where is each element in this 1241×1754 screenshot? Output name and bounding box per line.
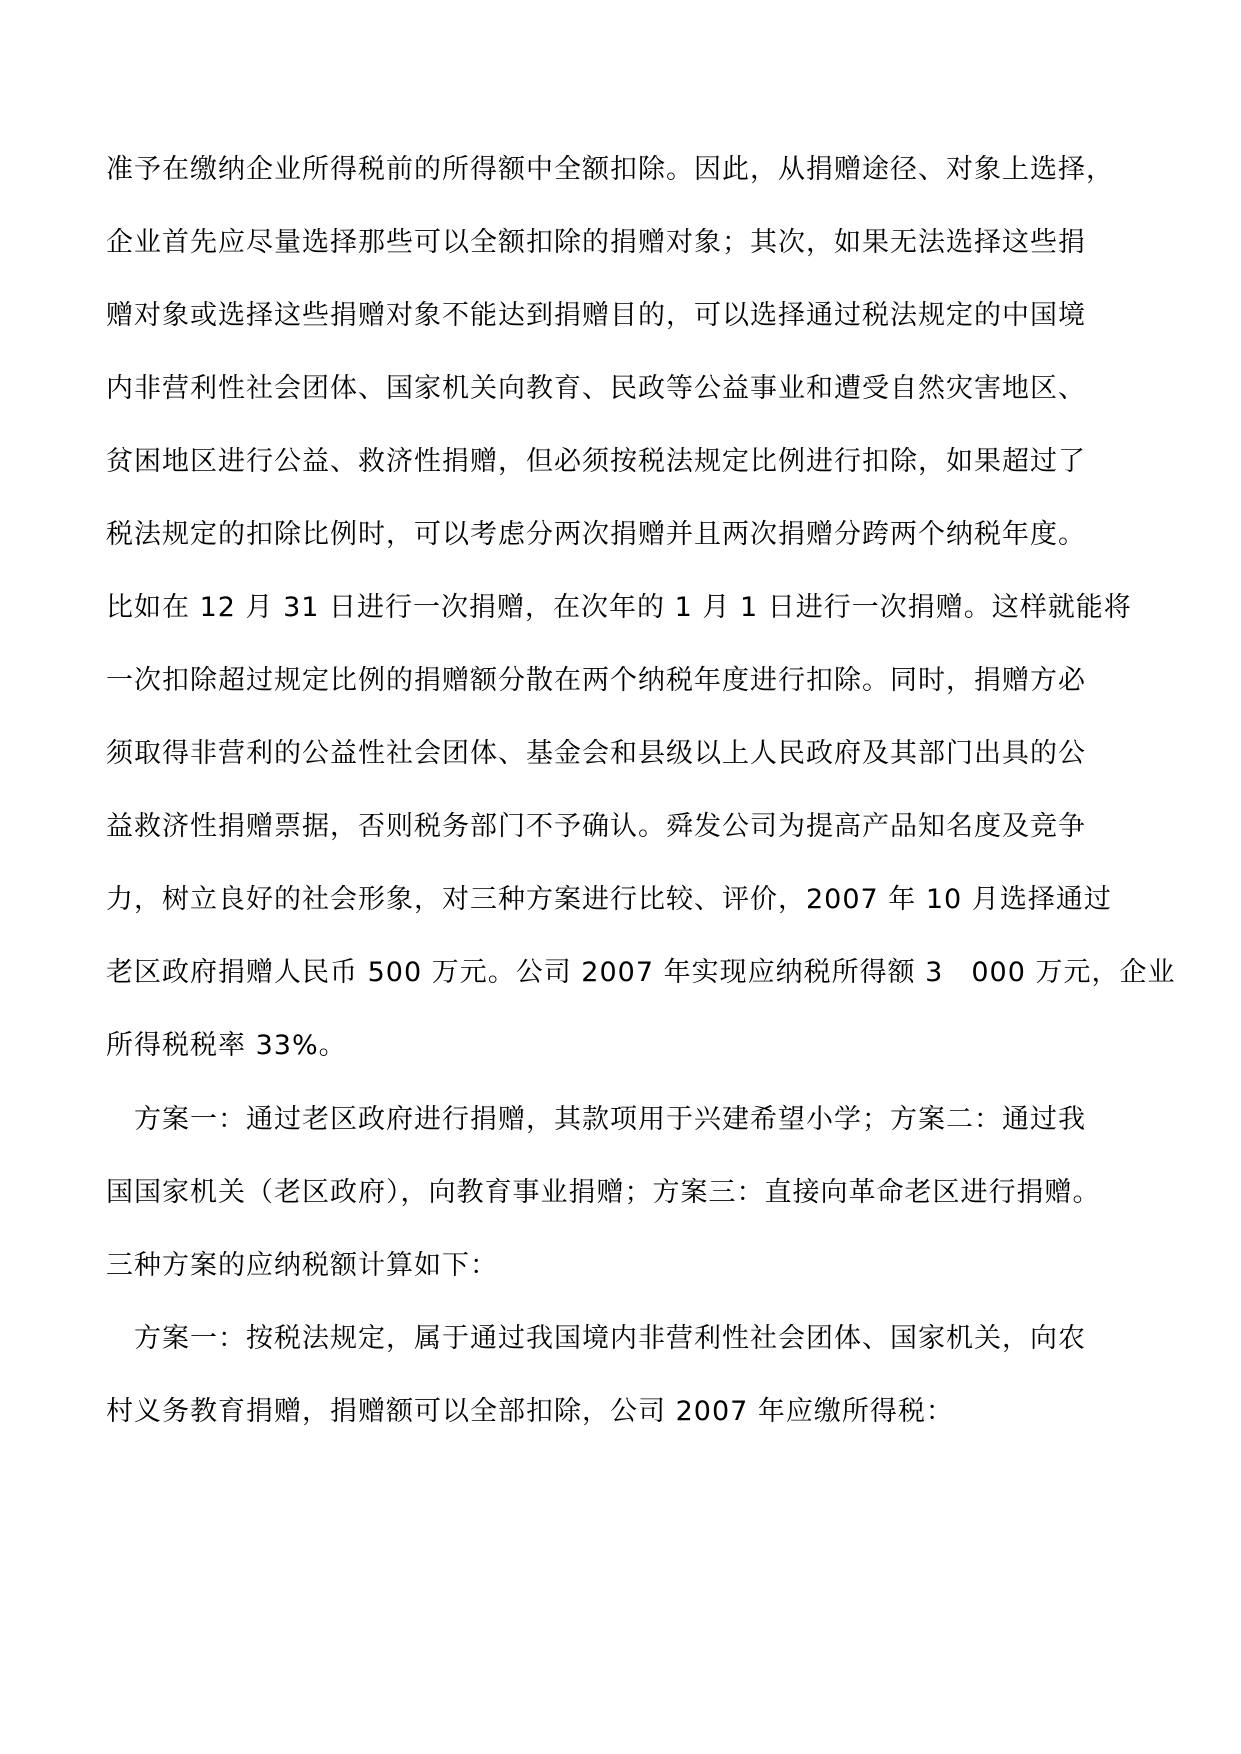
body-text-line: 方案一：按税法规定，属于通过我国境内非营利性社会团体、国家机关，向农: [106, 1323, 1086, 1354]
body-text-line: 村义务教育捐赠，捐赠额可以全部扣除，公司 2007 年应缴所得税：: [106, 1396, 954, 1427]
body-text-line: 内非营利性社会团体、国家机关向教育、民政等公益事业和遭受自然灾害地区、: [106, 373, 1086, 404]
body-text-line: 益救济性捐赠票据，否则税务部门不予确认。舜发公司为提高产品知名度及竞争: [106, 811, 1086, 842]
body-text-line: 赠对象或选择这些捐赠对象不能达到捐赠目的，可以选择通过税法规定的中国境: [106, 300, 1086, 331]
body-text-line: 准予在缴纳企业所得税前的所得额中全额扣除。因此，从捐赠途径、对象上选择，: [106, 154, 1114, 185]
body-text-line: 方案一：通过老区政府进行捐赠，其款项用于兴建希望小学；方案二：通过我: [106, 1104, 1086, 1135]
body-text-line: 三种方案的应纳税额计算如下：: [106, 1250, 498, 1281]
body-text-line: 须取得非营利的公益性社会团体、基金会和县级以上人民政府及其部门出具的公: [106, 738, 1086, 769]
body-text-line: 一次扣除超过规定比例的捐赠额分散在两个纳税年度进行扣除。同时，捐赠方必: [106, 665, 1086, 696]
body-text-line: 比如在 12 月 31 日进行一次捐赠，在次年的 1 月 1 日进行一次捐赠。这样就能将: [106, 592, 1132, 623]
body-text-line: 企业首先应尽量选择那些可以全额扣除的捐赠对象；其次，如果无法选择这些捐: [106, 227, 1086, 258]
body-text-line: 力，树立良好的社会形象，对三种方案进行比较、评价，2007 年 10 月选择通过: [106, 884, 1112, 915]
body-text-line: 税法规定的扣除比例时，可以考虑分两次捐赠并且两次捐赠分跨两个纳税年度。: [106, 519, 1086, 550]
body-text-line: 所得税税率 33%。: [106, 1030, 347, 1061]
body-text-line: 老区政府捐赠人民币 500 万元。公司 2007 年实现应纳税所得额 3 000 万元，企业: [106, 957, 1176, 988]
body-text-line: 贫困地区进行公益、救济性捐赠，但必须按税法规定比例进行扣除，如果超过了: [106, 446, 1086, 477]
body-text-line: 国国家机关（老区政府），向教育事业捐赠；方案三：直接向革命老区进行捐赠。: [106, 1177, 1101, 1208]
